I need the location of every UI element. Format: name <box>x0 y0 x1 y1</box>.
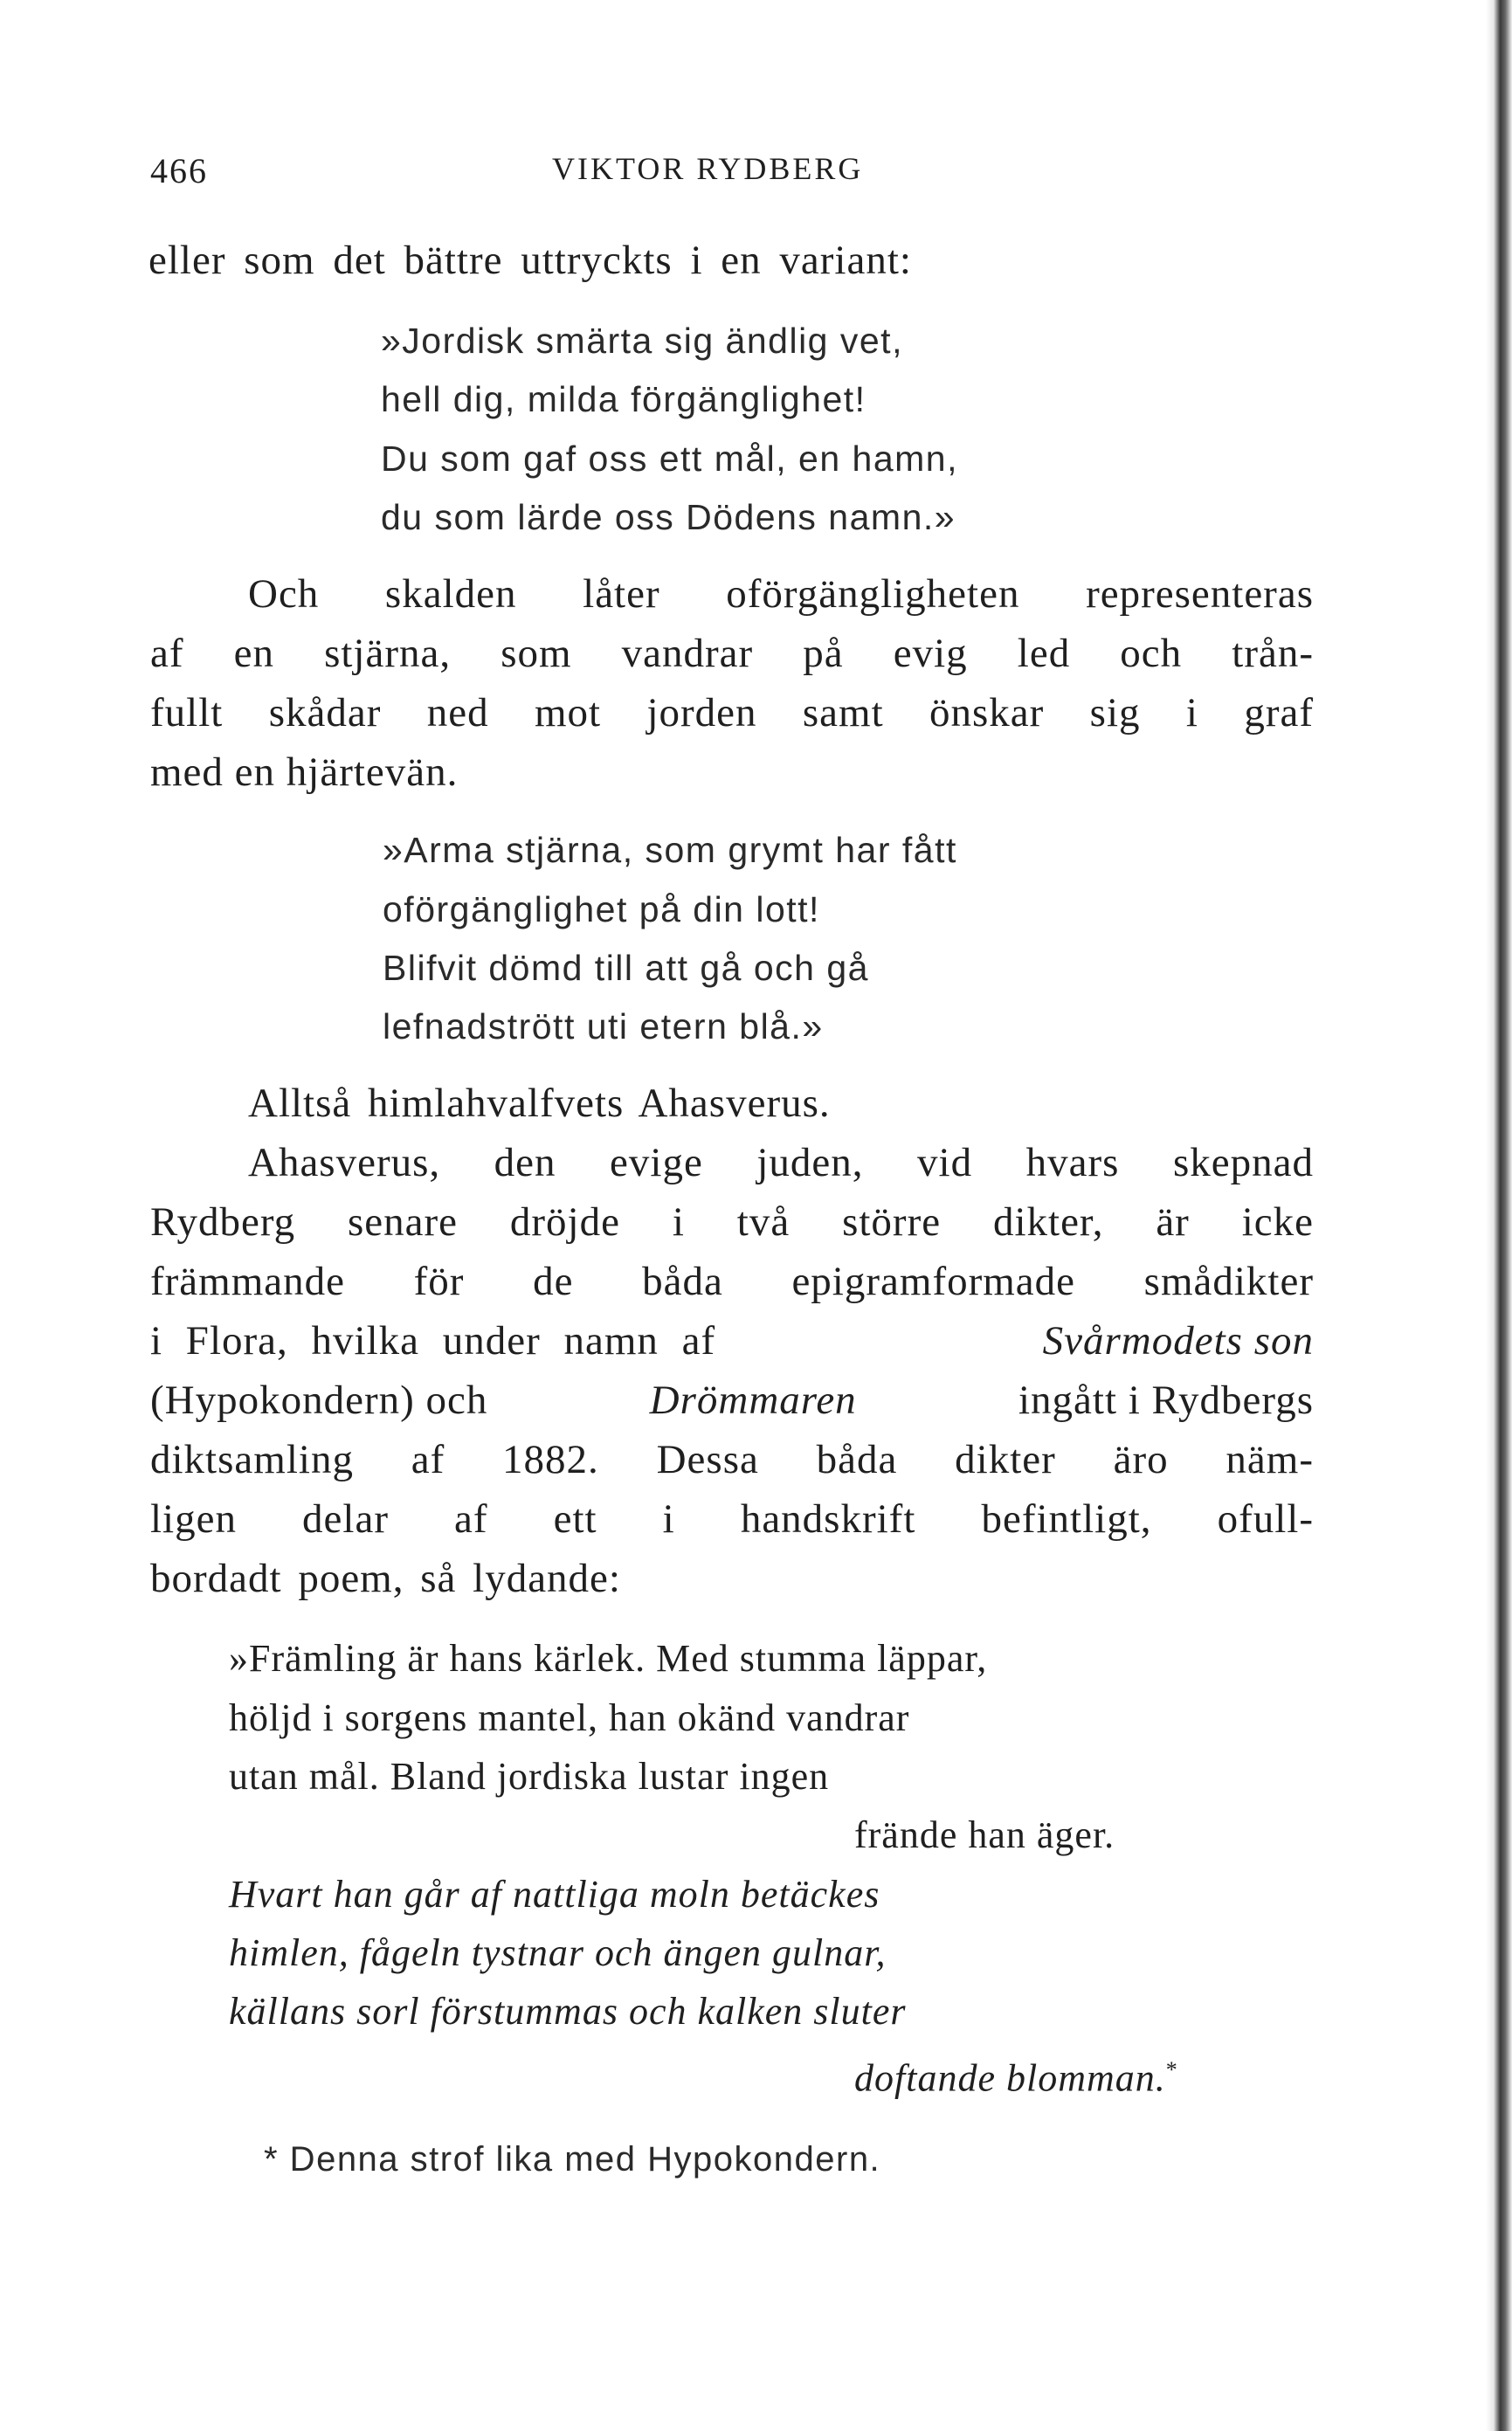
paragraph-line: diktsamling af 1882. Dessa båda dikter äro näm- <box>150 1437 1314 1482</box>
page-number: 466 <box>150 151 208 190</box>
paragraph-line <box>150 1376 1314 1425</box>
paragraph-line: Och skalden låter oförgängligheten representeras <box>248 571 1314 617</box>
text-run: ingått i Rydbergs <box>1007 1378 1314 1423</box>
paragraph-line: af en stjärna, som vandrar på evig led och trån- <box>150 631 1314 676</box>
paragraph-line: fullt skådar ned mot jorden samt önskar sig i graf <box>150 690 1314 736</box>
poem-line: utan mål. Bland jordiska lustar ingen <box>229 1755 830 1798</box>
page-edge <box>1486 0 1512 2431</box>
paragraph-2: Alltså himlahvalfvets Ahasverus. <box>248 1081 831 1126</box>
poem-line: Hvart han går af nattliga moln betäckes <box>229 1873 880 1916</box>
paragraph-line: ligen delar af ett i handskrift befintligt, ofull- <box>150 1496 1314 1542</box>
text-run: i Flora, hvilka under namn af <box>150 1318 739 1364</box>
paragraph-line: Ahasverus, den evige juden, vid hvars skepnad <box>248 1140 1314 1185</box>
stanza-1-line: du som lärde oss Dödens namn.» <box>381 497 956 537</box>
stanza-1-line: »Jordisk smärta sig ändlig vet, <box>381 321 903 361</box>
stanza-1-line: Du som gaf oss ett mål, en hamn, <box>381 439 958 479</box>
title-svarmodets-son: Svårmodets son <box>1042 1318 1314 1364</box>
intro-line: eller som det bättre uttryckts i en variant: <box>148 238 912 283</box>
paragraph-line: främmande för de båda epigramformade smådikter <box>150 1259 1314 1304</box>
footnote-marker: * <box>1165 2057 1178 2082</box>
text-run: (Hypokondern) och <box>150 1378 500 1423</box>
poem-line: »Främling är hans kärlek. Med stumma läppar, <box>229 1637 988 1680</box>
stanza-1-line: hell dig, milda förgänglighet! <box>381 379 866 419</box>
running-title: VIKTOR RYDBERG <box>552 151 864 186</box>
poem-line: frände han äger. <box>854 1813 1115 1856</box>
stanza-2-line: oförgänglighet på din lott! <box>383 889 820 929</box>
poem-line: höljd i sorgens mantel, han okänd vandrar <box>229 1696 910 1739</box>
stanza-2-line: lefnadstrött uti etern blå.» <box>383 1006 824 1046</box>
paragraph-line: Rydberg senare dröjde i två större dikter, är icke <box>150 1199 1314 1245</box>
poem-line-text: doftande blomman. <box>854 2056 1166 2100</box>
title-drommaren: Drömmaren <box>649 1378 857 1423</box>
poem-line: källans sorl förstummas och kalken sluter <box>229 1990 907 2033</box>
stanza-2-line: Blifvit dömd till att gå och gå <box>383 948 869 988</box>
paragraph-line: bordadt poem, så lydande: <box>150 1556 621 1601</box>
stanza-2-line: »Arma stjärna, som grymt har fått <box>383 830 957 870</box>
running-header <box>150 150 901 194</box>
poem-line <box>854 2047 1178 2103</box>
poem-line: himlen, fågeln tystnar och ängen gulnar, <box>229 1931 887 1974</box>
paragraph-line: med en hjärtevän. <box>150 749 459 795</box>
footnote: * Denna strof lika med Hypokondern. <box>264 2140 881 2179</box>
paragraph-line <box>150 1316 1314 1365</box>
